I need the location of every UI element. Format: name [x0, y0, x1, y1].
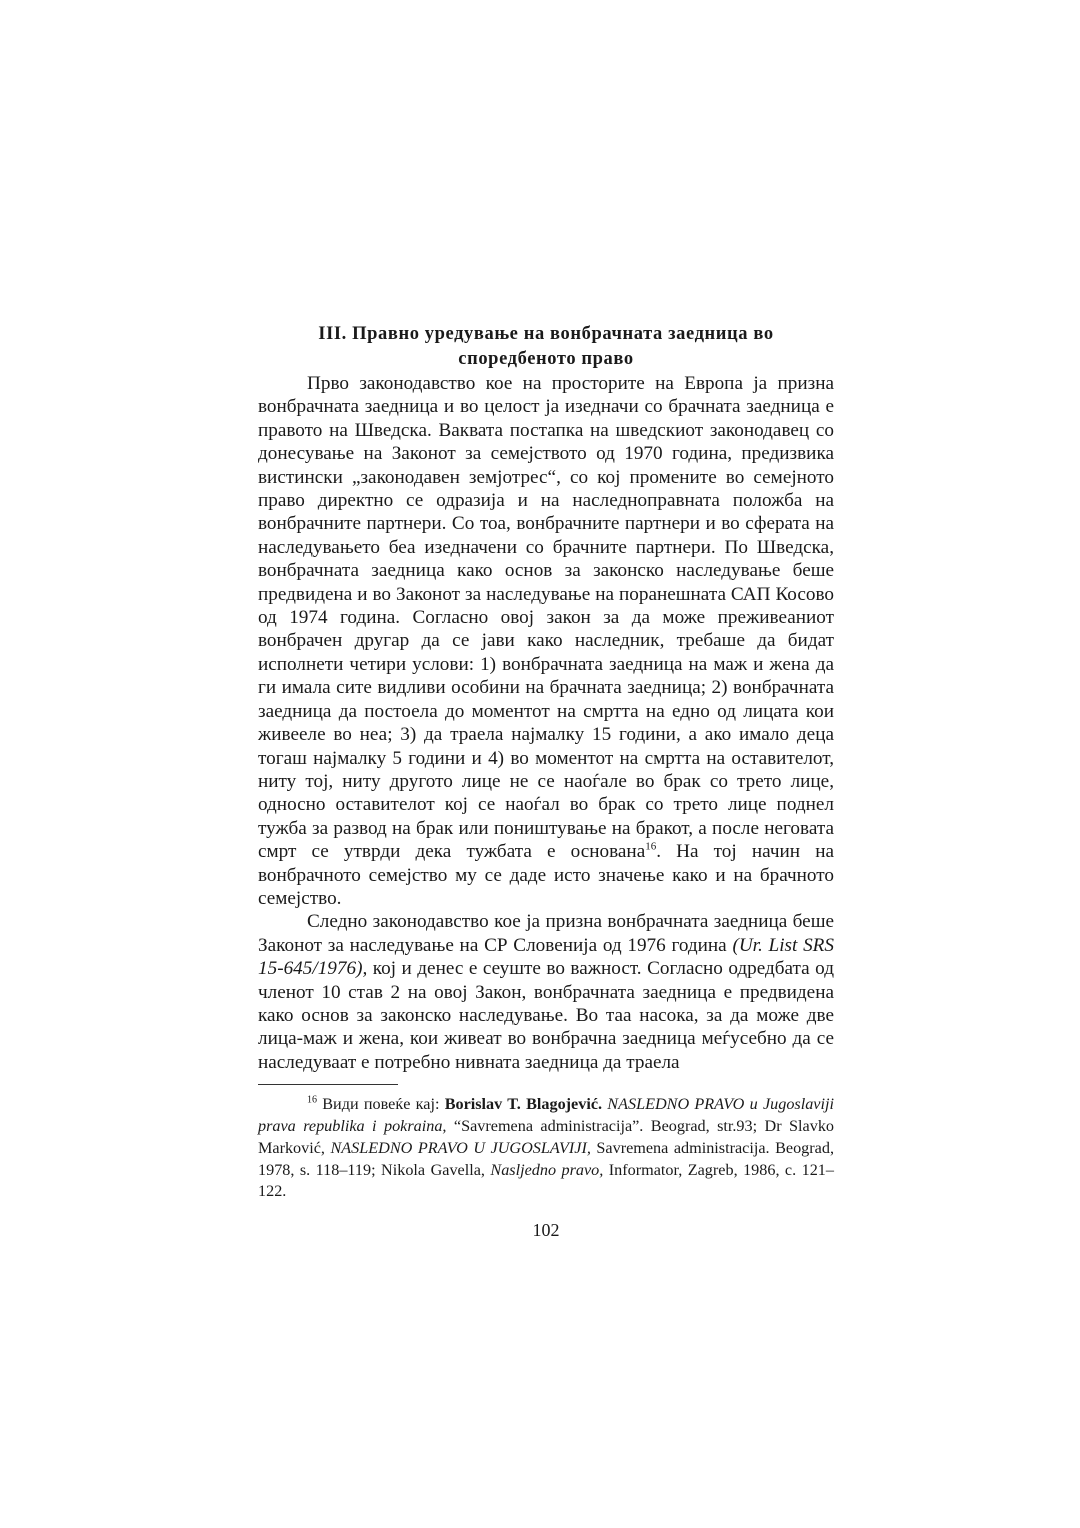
footnote-author: Borislav T. Blagojević.	[444, 1095, 603, 1114]
footnote-text-3: Informator, Zagreb, 1986, c. 121–122.	[258, 1160, 834, 1201]
footnote-separator	[258, 1084, 398, 1085]
paragraph-1-text-end: . На тој начин на вонбрачното семејство му се даде исто значење како и на брачното семејство.	[258, 841, 835, 909]
page-content	[258, 322, 834, 1241]
paragraph-2-text-end: кој и денес е сеуште во важност. Согласно одредбата од членот 10 став 2 на овој Закон, вонбрачната заедница е предвидена како основ за законско наследување. Во таа насока, за да може две лица-маж и жена, кои живеат во вонбрачна заедница меѓусебно да се наследуваат е потребно нивната заедница да траела	[258, 958, 834, 1073]
footnote-text-2: Savremena administracija. Beograd, 1978, s. 118–119; Nikola Gavella,	[258, 1138, 834, 1179]
page-number: 102	[532, 1220, 560, 1241]
footnote-title-1: NASLEDNO PRAVO u Jugoslaviji prava republika i pokraina,	[258, 1095, 834, 1135]
paragraph-2	[258, 910, 834, 1074]
section-heading	[258, 322, 834, 372]
footnote-lead: Види повеќе кај:	[317, 1095, 445, 1114]
footnote-text-1: “Savremena administracija”. Beograd, str.93; Dr Slavko Marković,	[258, 1116, 835, 1157]
section-heading-line-1: III. Правно уредување на вонбрачната заедница во	[318, 324, 774, 344]
paragraph-1-text: Прво законодавство кое на просторите на Европа ја призна вонбрачната заедница и во целост ја изедначи со брачната заедница е правото на Шведска. Ваквата постапка на шведскиот законодавец со донесување на Законот за семејството од 1970 година, предизвика вистински „законодавен земјотрес“, со кој промените во семејното право директно се одразија и на наследноправната положба на вонбрачните партнери. Со тоа, вонбрачните партнери и во сферата на наследувањето беа изедначени со брачните партнери. По Шведска, вонбрачната заедница како основ за законско наследување беше предвидена и во Законот за наследување на поранешната САП Косово од 1974 година. Согласно овој закон за да може преживеаниот вонбрачен другар да се јави како наследник, требаше да бидат исполнети четири услови: 1) вонбрачната заедница на маж и жена да ги имала сите видливи особини на брачната заедница; 2) вонбрачната заедница да постоела до моментот на смртта на едно од лицата кои живееле во неа; 3) да траела најмалку 15 години, а ако имало деца тогаш најмалку 5 години и 4) во моментот на смртта на оставителот, ниту тој, ниту другото лице не се наоѓале во брак со трето лице, односно оставителот кој се наоѓал во брак со трето лице поднел тужба за развод на брак или поништување на бракот, а после неговата смрт се утврди дека тужбата е основана	[258, 373, 834, 863]
footnote-marker: 16	[307, 1094, 317, 1106]
footnote-title-3: Nasljedno pravo,	[490, 1160, 604, 1179]
paragraph-2-text: Следно законодавство кое ја призна вонбрачната заедница беше Законот за наследување на СР Словенија од 1976 година	[258, 911, 834, 956]
paragraph-2-citation: (Ur. List SRS 15-645/1976),	[258, 934, 834, 980]
footnote-title-2: NASLEDNO PRAVO U JUGOSLAVIJI,	[330, 1138, 591, 1157]
paragraph-1	[258, 372, 834, 910]
section-heading-line-2: споредбеното право	[458, 349, 634, 369]
footnote-reference: 16	[645, 840, 657, 853]
footnote	[258, 1094, 834, 1203]
body-text	[258, 372, 834, 1074]
